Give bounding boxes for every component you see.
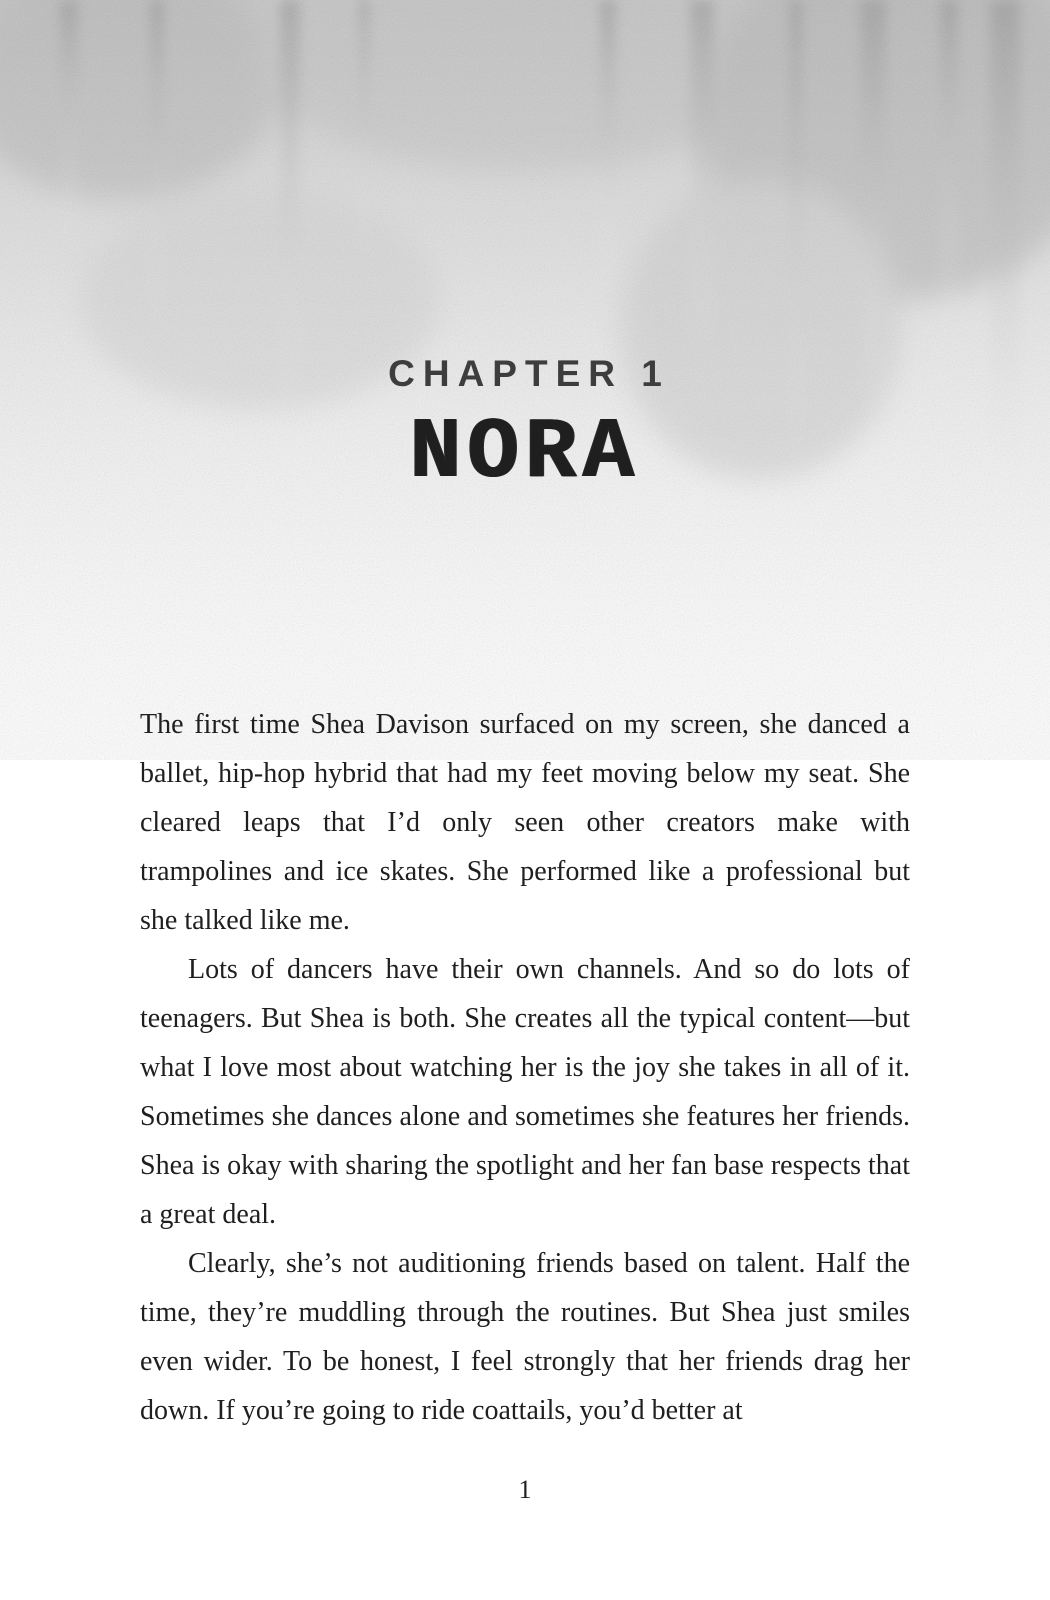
chapter-label: CHAPTER 1 [388, 353, 670, 394]
paragraph-1: The first time Shea Davison surfaced on my screen, she danced a ballet, hip-hop hybrid that had my feet moving below my seat. She cleared leaps that I’d only seen other creators make with trampolines and ice skates. She performed like a professional but she talked like me. [140, 709, 910, 936]
paragraph-3: Clearly, she’s not auditioning friends based on talent. Half the time, they’re muddling through the routines. But Shea just smiles even wider. To be honest, I feel strongly that her friends drag her down. If you’re going to ride coattails, you’d better at [140, 1248, 910, 1426]
chapter-body [140, 700, 910, 1435]
chapter-heading [0, 353, 1050, 502]
page-number: 1 [518, 1475, 532, 1504]
paragraph-2: Lots of dancers have their own channels. And so do lots of teenagers. But Shea is both. She creates all the typical content—but what I love most about watching her is the joy she takes in all of it. Sometimes she dances alone and sometimes she features her friends. Shea is okay with sharing the spotlight and her fan base respects that a great deal. [140, 954, 910, 1230]
chapter-title: NORA [409, 404, 641, 502]
